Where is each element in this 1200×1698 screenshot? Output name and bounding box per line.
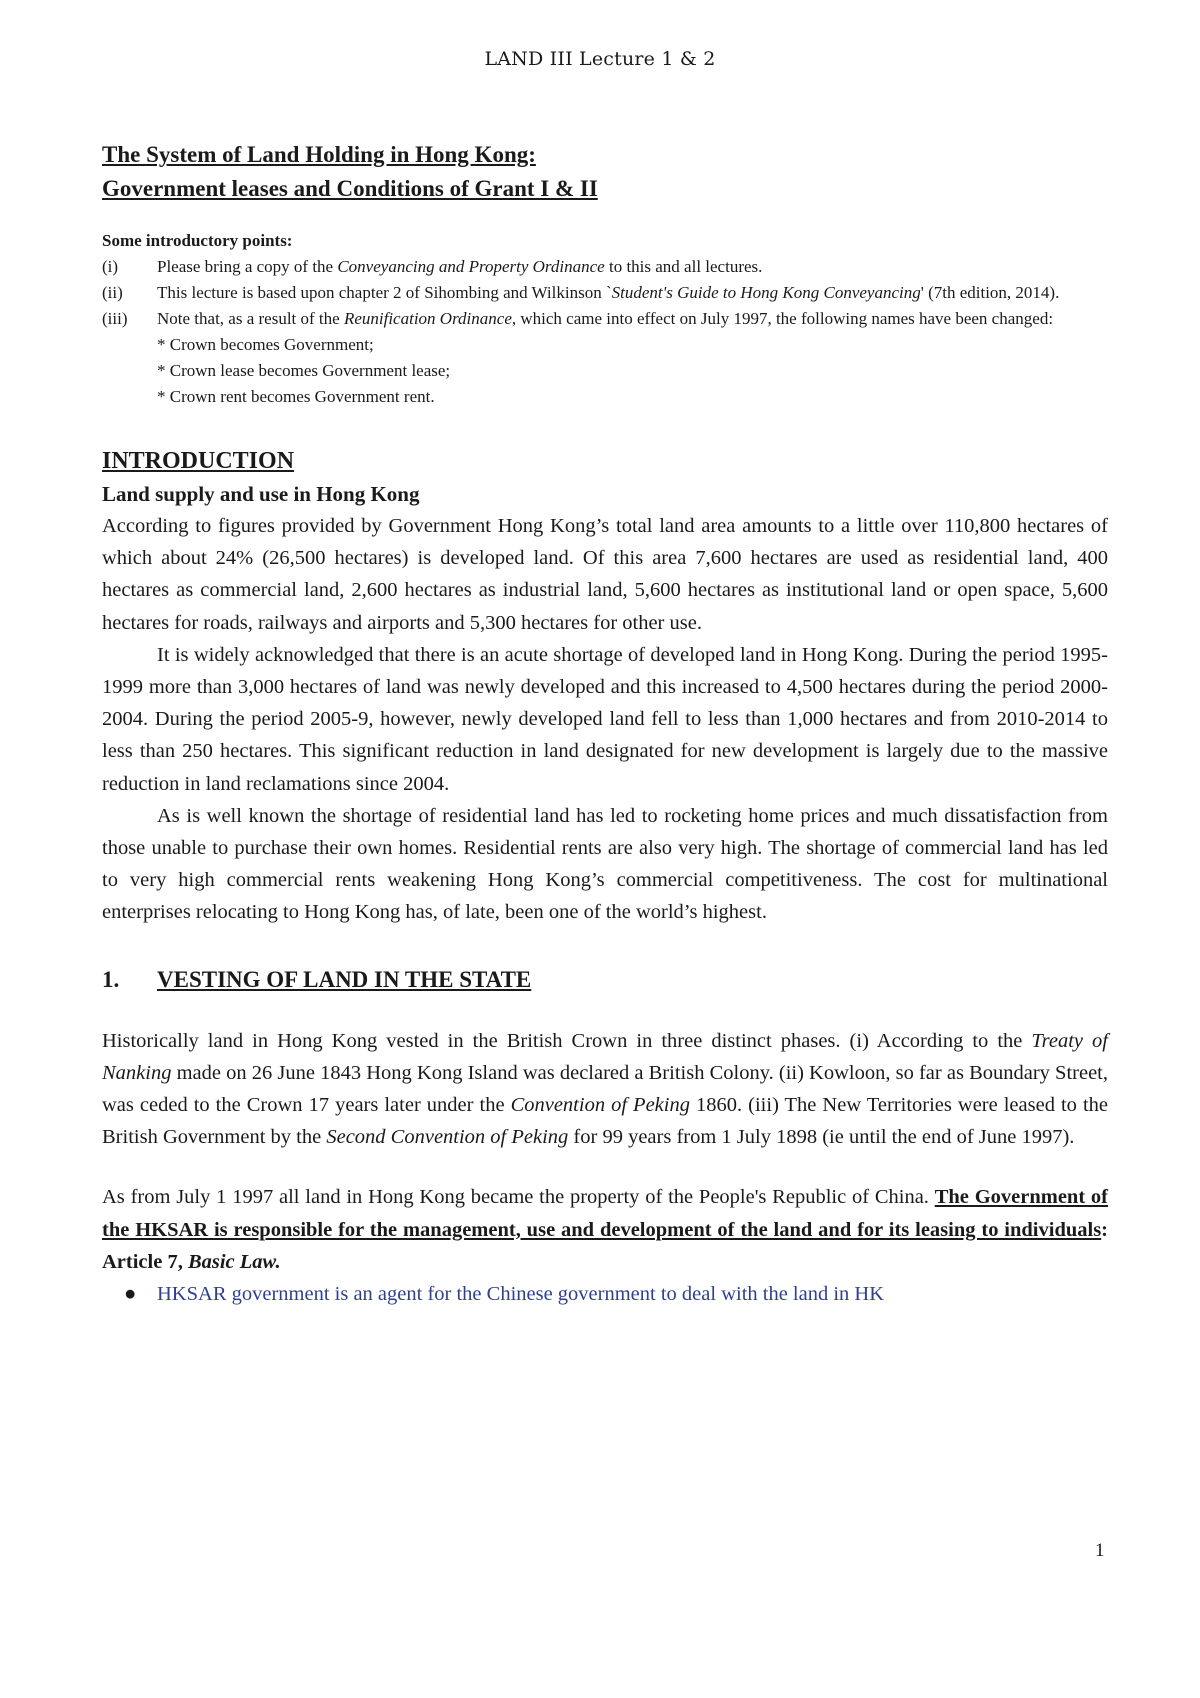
name-change-item: * Crown lease becomes Government lease;: [157, 361, 451, 380]
title-line-1: The System of Land Holding in Hong Kong:: [102, 142, 536, 167]
note-bullet-list: [102, 1278, 1108, 1310]
page-number: 1: [1095, 1540, 1105, 1561]
hksar-responsibility-text: The Government of the HKSAR is responsible for the management, use and development of the land and for its leasing to individuals: [102, 1186, 1109, 1241]
intro-point-italic: Reunification Ordinance: [343, 309, 512, 328]
intro-points-list: [102, 254, 1108, 410]
second-convention-name: Second Convention of Peking: [326, 1126, 569, 1149]
intro-point-number: (ii): [102, 283, 123, 302]
list-item: [102, 1278, 1108, 1310]
intro-point-text: , which came into effect on July 1997, the following names have been changed:: [511, 309, 1054, 328]
title-line-2: Government leases and Conditions of Grant I & II: [102, 176, 598, 201]
paragraph-text: As from July 1 1997 all land in Hong Kong became the property of the People's Republic of China.: [102, 1186, 929, 1209]
intro-point-text: ' (7th edition, 2014).: [920, 283, 1060, 302]
intro-points-heading: Some introductory points:: [102, 231, 293, 250]
bullet-icon: ●: [124, 1283, 137, 1306]
intro-point-number: (i): [102, 257, 119, 276]
intro-point-text: This lecture is based upon chapter 2 of Sihombing and Wilkinson `: [157, 283, 612, 302]
paragraph-text: 1860. (iii) The New Territories were leased to the British Government by the: [102, 1094, 1108, 1149]
convention-name: Convention of Peking: [510, 1094, 690, 1117]
introduction-paragraph-1: According to figures provided by Government Hong Kong’s total land area amounts to a little over 110,800 hectares of which about 24% (26,500 hectares) is developed land. Of this area 7,600 hectares are used as residential land, 400 hectares as commercial land, 2,600 hectares as industrial land, 5,600 hectares as institutional land or open space, 5,600 hectares for roads, railways and airports and 5,300 hectares for other use.: [102, 515, 1108, 634]
treaty-name: Treaty of Nanking: [102, 1029, 1108, 1084]
prc-ownership-paragraph: [102, 1181, 1108, 1278]
intro-point-italic: Conveyancing and Property Ordinance: [337, 257, 605, 276]
paragraph-text: Historically land in Hong Kong vested in the British Crown in three distinct phases. (i) According to the: [102, 1029, 1032, 1052]
land-supply-subheading: Land supply and use in Hong Kong: [102, 482, 420, 506]
intro-point-number: (iii): [102, 309, 128, 328]
basic-law-reference: Basic Law.: [187, 1250, 281, 1273]
article-reference: : Article 7,: [102, 1218, 1108, 1273]
bullet-text: HKSAR government is an agent for the Chinese government to deal with the land in HK: [157, 1283, 885, 1306]
intro-point-text: Note that, as a result of the: [157, 309, 344, 328]
name-change-item: * Crown becomes Government;: [157, 335, 374, 354]
section-number: 1.: [102, 966, 120, 992]
paragraph-text: for 99 years from 1 July 1898 (ie until the end of June 1997).: [568, 1126, 1075, 1149]
introduction-heading: INTRODUCTION: [102, 448, 295, 474]
intro-point-3: [102, 306, 1108, 410]
vesting-history-paragraph: [102, 1025, 1108, 1154]
introduction-paragraph-3: As is well known the shortage of residential land has led to rocketing home prices and much dissatisfaction from those unable to purchase their own homes. Residential rents are also very high. The shortage of commercial land has led to very high commercial rents weakening Hong Kong’s commercial competitiveness. The cost for multinational enterprises relocating to Hong Kong has, of late, been one of the world’s highest.: [102, 804, 1108, 924]
intro-point-text: to this and all lectures.: [604, 257, 763, 276]
intro-point-text: Please bring a copy of the: [157, 257, 338, 276]
intro-point-1: [102, 254, 1108, 280]
intro-point-2: [102, 280, 1108, 306]
paragraph-text: made on 26 June 1843 Hong Kong Island was declared a British Colony. (ii) Kowloon, so far as Boundary Street, was ceded to the Crown 17 years later under the: [102, 1061, 1108, 1117]
introduction-paragraph-2: It is widely acknowledged that there is an acute shortage of developed land in Hong Kong. During the period 1995-1999 more than 3,000 hectares of land was newly developed and this increased to 4,500 hectares during the period 2000-2004. During the period 2005-9, however, newly developed land fell to less than 1,000 hectares and from 2010-2014 to less than 250 hectares. This significant reduction in land designated for new development is largely due to the massive reduction in land reclamations since 2004.: [102, 643, 1108, 795]
page-header: LAND III Lecture 1 & 2: [484, 48, 716, 70]
section-1-heading: [102, 963, 1108, 997]
name-change-item: * Crown rent becomes Government rent.: [157, 387, 435, 406]
section-title: VESTING OF LAND IN THE STATE: [157, 966, 532, 992]
page-content: [102, 138, 1108, 1310]
intro-point-italic: Student's Guide to Hong Kong Conveyancing: [611, 283, 921, 302]
